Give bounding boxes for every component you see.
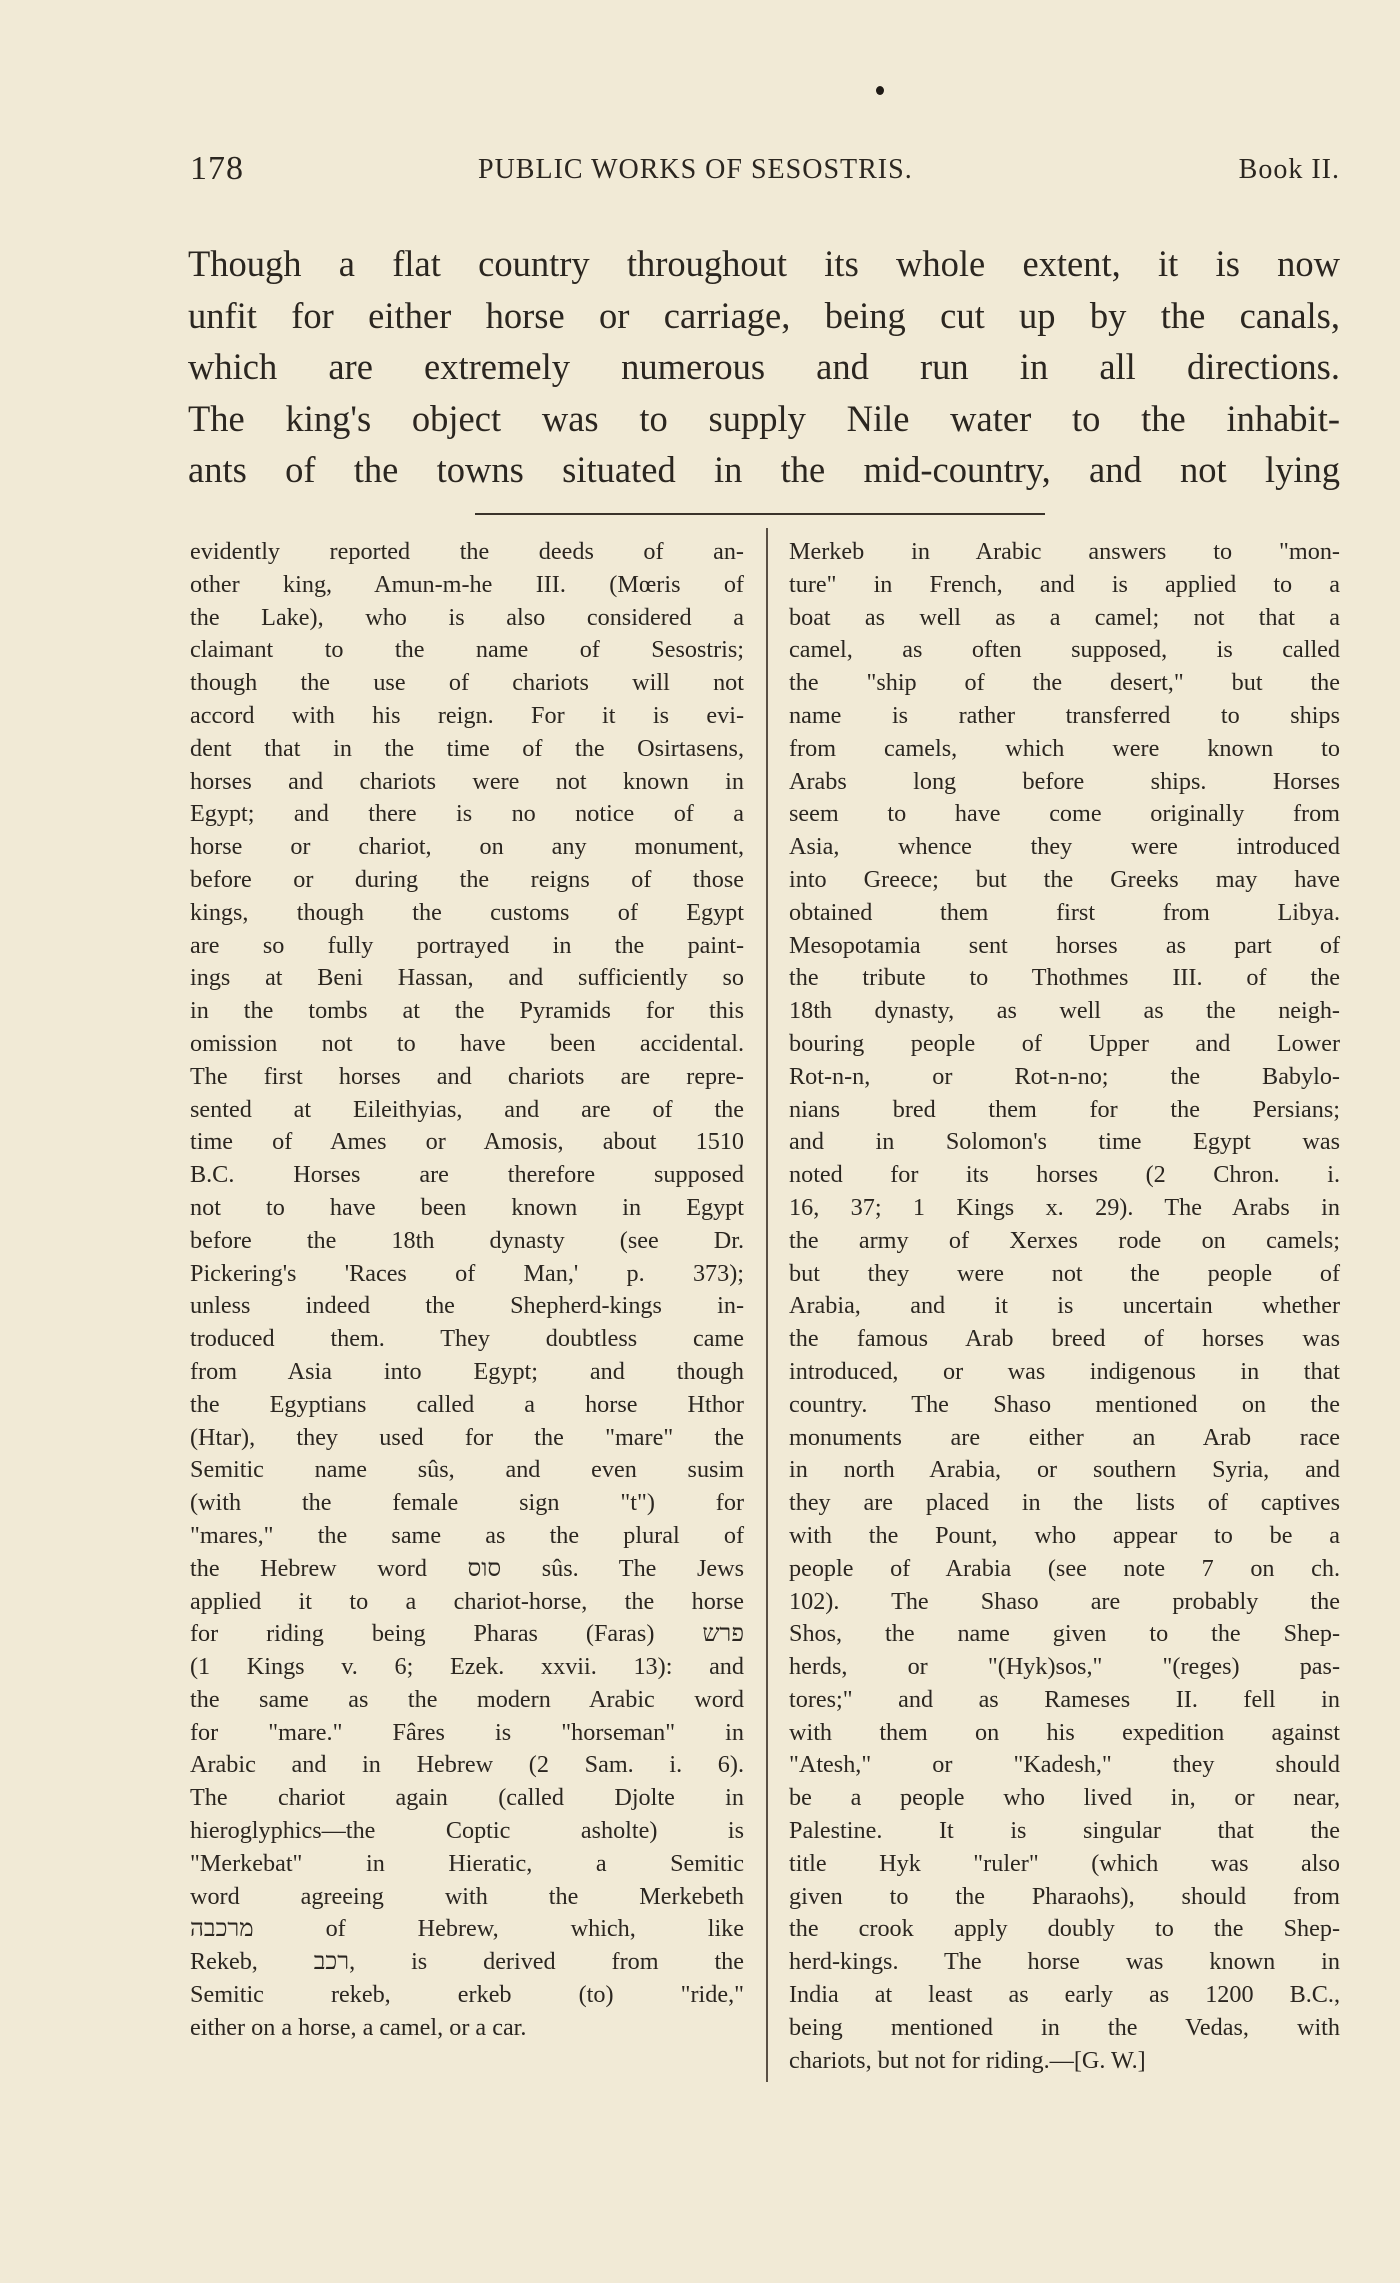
footnote-line: the famous Arab breed of horses was (789, 1325, 1340, 1353)
footnote-line: the Egyptians called a horse Hthor (190, 1390, 744, 1418)
footnote-line: Rekeb, רכב, is derived from the (190, 1948, 744, 1976)
footnote-line: name is rather transferred to ships (789, 701, 1340, 729)
footnote-line: boat as well as a camel; not that a (789, 603, 1340, 631)
footnote-line: the "ship of the desert," but the (789, 669, 1340, 697)
footnote-right-column (789, 536, 1340, 2077)
footnote-line: B.C. Horses are therefore supposed (190, 1161, 744, 1189)
footnote-line: Shos, the name given to the Shep- (789, 1620, 1340, 1648)
footnote-line: title Hyk "ruler" (which was also (789, 1849, 1340, 1877)
footnote-line: India at least as early as 1200 B.C., (789, 1981, 1340, 2009)
page-number: 178 (190, 150, 244, 187)
footnote-line: Pickering's 'Races of Man,' p. 373); (190, 1259, 744, 1287)
body-line: which are extremely numerous and run in all directions. (188, 346, 1340, 387)
footnote-line: (1 Kings v. 6; Ezek. xxvii. 13): and (190, 1653, 744, 1681)
footnote-line: unless indeed the Shepherd-kings in- (190, 1292, 744, 1320)
footnote-line: either on a horse, a camel, or a car. (190, 2013, 527, 2041)
footnote-line: ture" in French, and is applied to a (789, 570, 1340, 598)
body-line: unfit for either horse or carriage, being cut up by the canals, (188, 294, 1340, 336)
footnote-line: The chariot again (called Djolte in (190, 1784, 744, 1812)
footnote-line: country. The Shaso mentioned on the (789, 1390, 1340, 1418)
footnote-line: not to have been known in Egypt (190, 1193, 744, 1221)
footnote-line: and in Solomon's time Egypt was (789, 1128, 1340, 1156)
footnote-line: the crook apply doubly to the Shep- (789, 1915, 1340, 1943)
footnote-line: herd-kings. The horse was known in (789, 1948, 1340, 1976)
footnote-line: in the tombs at the Pyramids for this (190, 997, 744, 1025)
footnote-line: for "mare." Fâres is "horseman" in (190, 1718, 744, 1746)
footnote-line: omission not to have been accidental. (190, 1029, 744, 1057)
footnote-line: before the 18th dynasty (see Dr. (190, 1226, 744, 1254)
footnote-line: obtained them first from Libya. (789, 898, 1340, 926)
ink-speck (876, 86, 884, 95)
footnote-line: in north Arabia, or southern Syria, and (789, 1456, 1340, 1484)
footnote-line: Arabia, and it is uncertain whether (789, 1292, 1340, 1320)
footnote-line: given to the Pharaohs), should from (789, 1882, 1340, 1910)
footnote-line: dent that in the time of the Osirtasens, (190, 734, 744, 762)
footnote-line: other king, Amun-m-he III. (Mœris of (190, 570, 744, 598)
footnote-line: though the use of chariots will not (190, 669, 744, 697)
running-title: PUBLIC WORKS OF SESOSTRIS. (478, 154, 913, 185)
footnote-line: applied it to a chariot-horse, the horse (190, 1587, 744, 1615)
footnote-line: time of Ames or Amosis, about 1510 (190, 1128, 744, 1156)
footnote-line: but they were not the people of (789, 1259, 1340, 1287)
footnote-line: evidently reported the deeds of an- (190, 538, 744, 565)
footnote-line: horse or chariot, on any monument, (190, 833, 744, 861)
footnote-line: accord with his reign. For it is evi- (190, 701, 744, 729)
footnote-line: מרכבה of Hebrew, which, like (190, 1915, 744, 1943)
page-header (190, 150, 1340, 190)
footnote-line: people of Arabia (see note 7 on ch. (789, 1554, 1340, 1582)
footnote-line: nians bred them for the Persians; (789, 1095, 1340, 1123)
footnote-line: 16, 37; 1 Kings x. 29). The Arabs in (789, 1193, 1340, 1221)
footnote-line: Egypt; and there is no notice of a (190, 800, 744, 828)
footnote-line: horses and chariots were not known in (190, 767, 744, 795)
column-divider (766, 528, 768, 2082)
footnote-line: Semitic rekeb, erkeb (to) "ride," (190, 1981, 744, 2009)
footnote-line: with them on his expedition against (789, 1718, 1340, 1746)
footnote-line: with the Pount, who appear to be a (789, 1521, 1340, 1549)
footnote-line: bouring people of Upper and Lower (789, 1029, 1340, 1057)
footnote-line: "Merkebat" in Hieratic, a Semitic (190, 1849, 744, 1877)
footnote-line: the army of Xerxes rode on camels; (789, 1226, 1340, 1254)
footnote-line: Mesopotamia sent horses as part of (789, 931, 1340, 959)
footnote-line: introduced, or was indigenous in that (789, 1357, 1340, 1385)
footnote-line: monuments are either an Arab race (789, 1423, 1340, 1451)
footnote-line: from camels, which were known to (789, 734, 1340, 762)
footnote-line: word agreeing with the Merkebeth (190, 1882, 744, 1910)
footnote-line: the Hebrew word סוס sûs. The Jews (190, 1554, 744, 1582)
body-line: The king's object was to supply Nile water to the inhabit- (188, 397, 1340, 439)
footnote-line: herds, or "(Hyk)sos," "(reges) pas- (789, 1653, 1340, 1681)
book-label: Book II. (1238, 154, 1340, 185)
main-text (188, 238, 1340, 496)
footnote-line: into Greece; but the Greeks may have (789, 865, 1340, 893)
footnote-line: before or during the reigns of those (190, 865, 744, 893)
footnote-line: Arabs long before ships. Horses (789, 767, 1340, 795)
footnote-line: ings at Beni Hassan, and sufficiently so (190, 964, 744, 992)
footnote-line: they are placed in the lists of captives (789, 1489, 1340, 1517)
body-line: Though a flat country throughout its whole extent, it is now (188, 243, 1340, 284)
footnote-line: Asia, whence they were introduced (789, 833, 1340, 861)
footnote-line: being mentioned in the Vedas, with (789, 2013, 1340, 2041)
footnote-line: 18th dynasty, as well as the neigh- (789, 997, 1340, 1025)
footnote-line: the tribute to Thothmes III. of the (789, 964, 1340, 992)
footnote-line: sented at Eileithyias, and are of the (190, 1095, 744, 1123)
footnote-line: hieroglyphics—the Coptic asholte) is (190, 1817, 744, 1845)
footnote-line: Merkeb in Arabic answers to "mon- (789, 538, 1340, 565)
footnote-line: "Atesh," or "Kadesh," they should (789, 1751, 1340, 1779)
footnote-line: tores;" and as Rameses II. fell in (789, 1685, 1340, 1713)
footnote-line: the same as the modern Arabic word (190, 1685, 744, 1713)
footnote-line: be a people who lived in, or near, (789, 1784, 1340, 1812)
footnote-line: Rot-n-n, or Rot-n-no; the Babylo- (789, 1062, 1340, 1090)
footnote-line: for riding being Pharas (Faras) פרש (190, 1620, 744, 1648)
footnote-line: from Asia into Egypt; and though (190, 1357, 744, 1385)
footnote-line: chariots, but not for riding.—[G. W.] (789, 2046, 1146, 2074)
footnote-line: "mares," the same as the plural of (190, 1521, 744, 1549)
footnote-line: seem to have come originally from (789, 800, 1340, 828)
footnote-line: kings, though the customs of Egypt (190, 898, 744, 926)
footnote-line: camel, as often supposed, is called (789, 636, 1340, 664)
footnote-line: Arabic and in Hebrew (2 Sam. i. 6). (190, 1751, 744, 1779)
footnote-line: Palestine. It is singular that the (789, 1817, 1340, 1845)
footnote-line: noted for its horses (2 Chron. i. (789, 1161, 1340, 1189)
footnote-line: The first horses and chariots are repre- (190, 1062, 744, 1090)
footnote-line: the Lake), who is also considered a (190, 603, 744, 631)
body-line: ants of the towns situated in the mid-country, and not lying (188, 449, 1340, 490)
footnote-left-column (190, 536, 744, 2045)
footnote-separator (475, 513, 1045, 515)
footnote-line: 102). The Shaso are probably the (789, 1587, 1340, 1615)
footnote-line: Semitic name sûs, and even susim (190, 1456, 744, 1484)
footnote-line: (with the female sign "t") for (190, 1489, 744, 1517)
footnote-line: (Htar), they used for the "mare" the (190, 1423, 744, 1451)
footnote-line: claimant to the name of Sesostris; (190, 636, 744, 664)
footnote-line: are so fully portrayed in the paint- (190, 931, 744, 959)
footnote-line: troduced them. They doubtless came (190, 1325, 744, 1353)
